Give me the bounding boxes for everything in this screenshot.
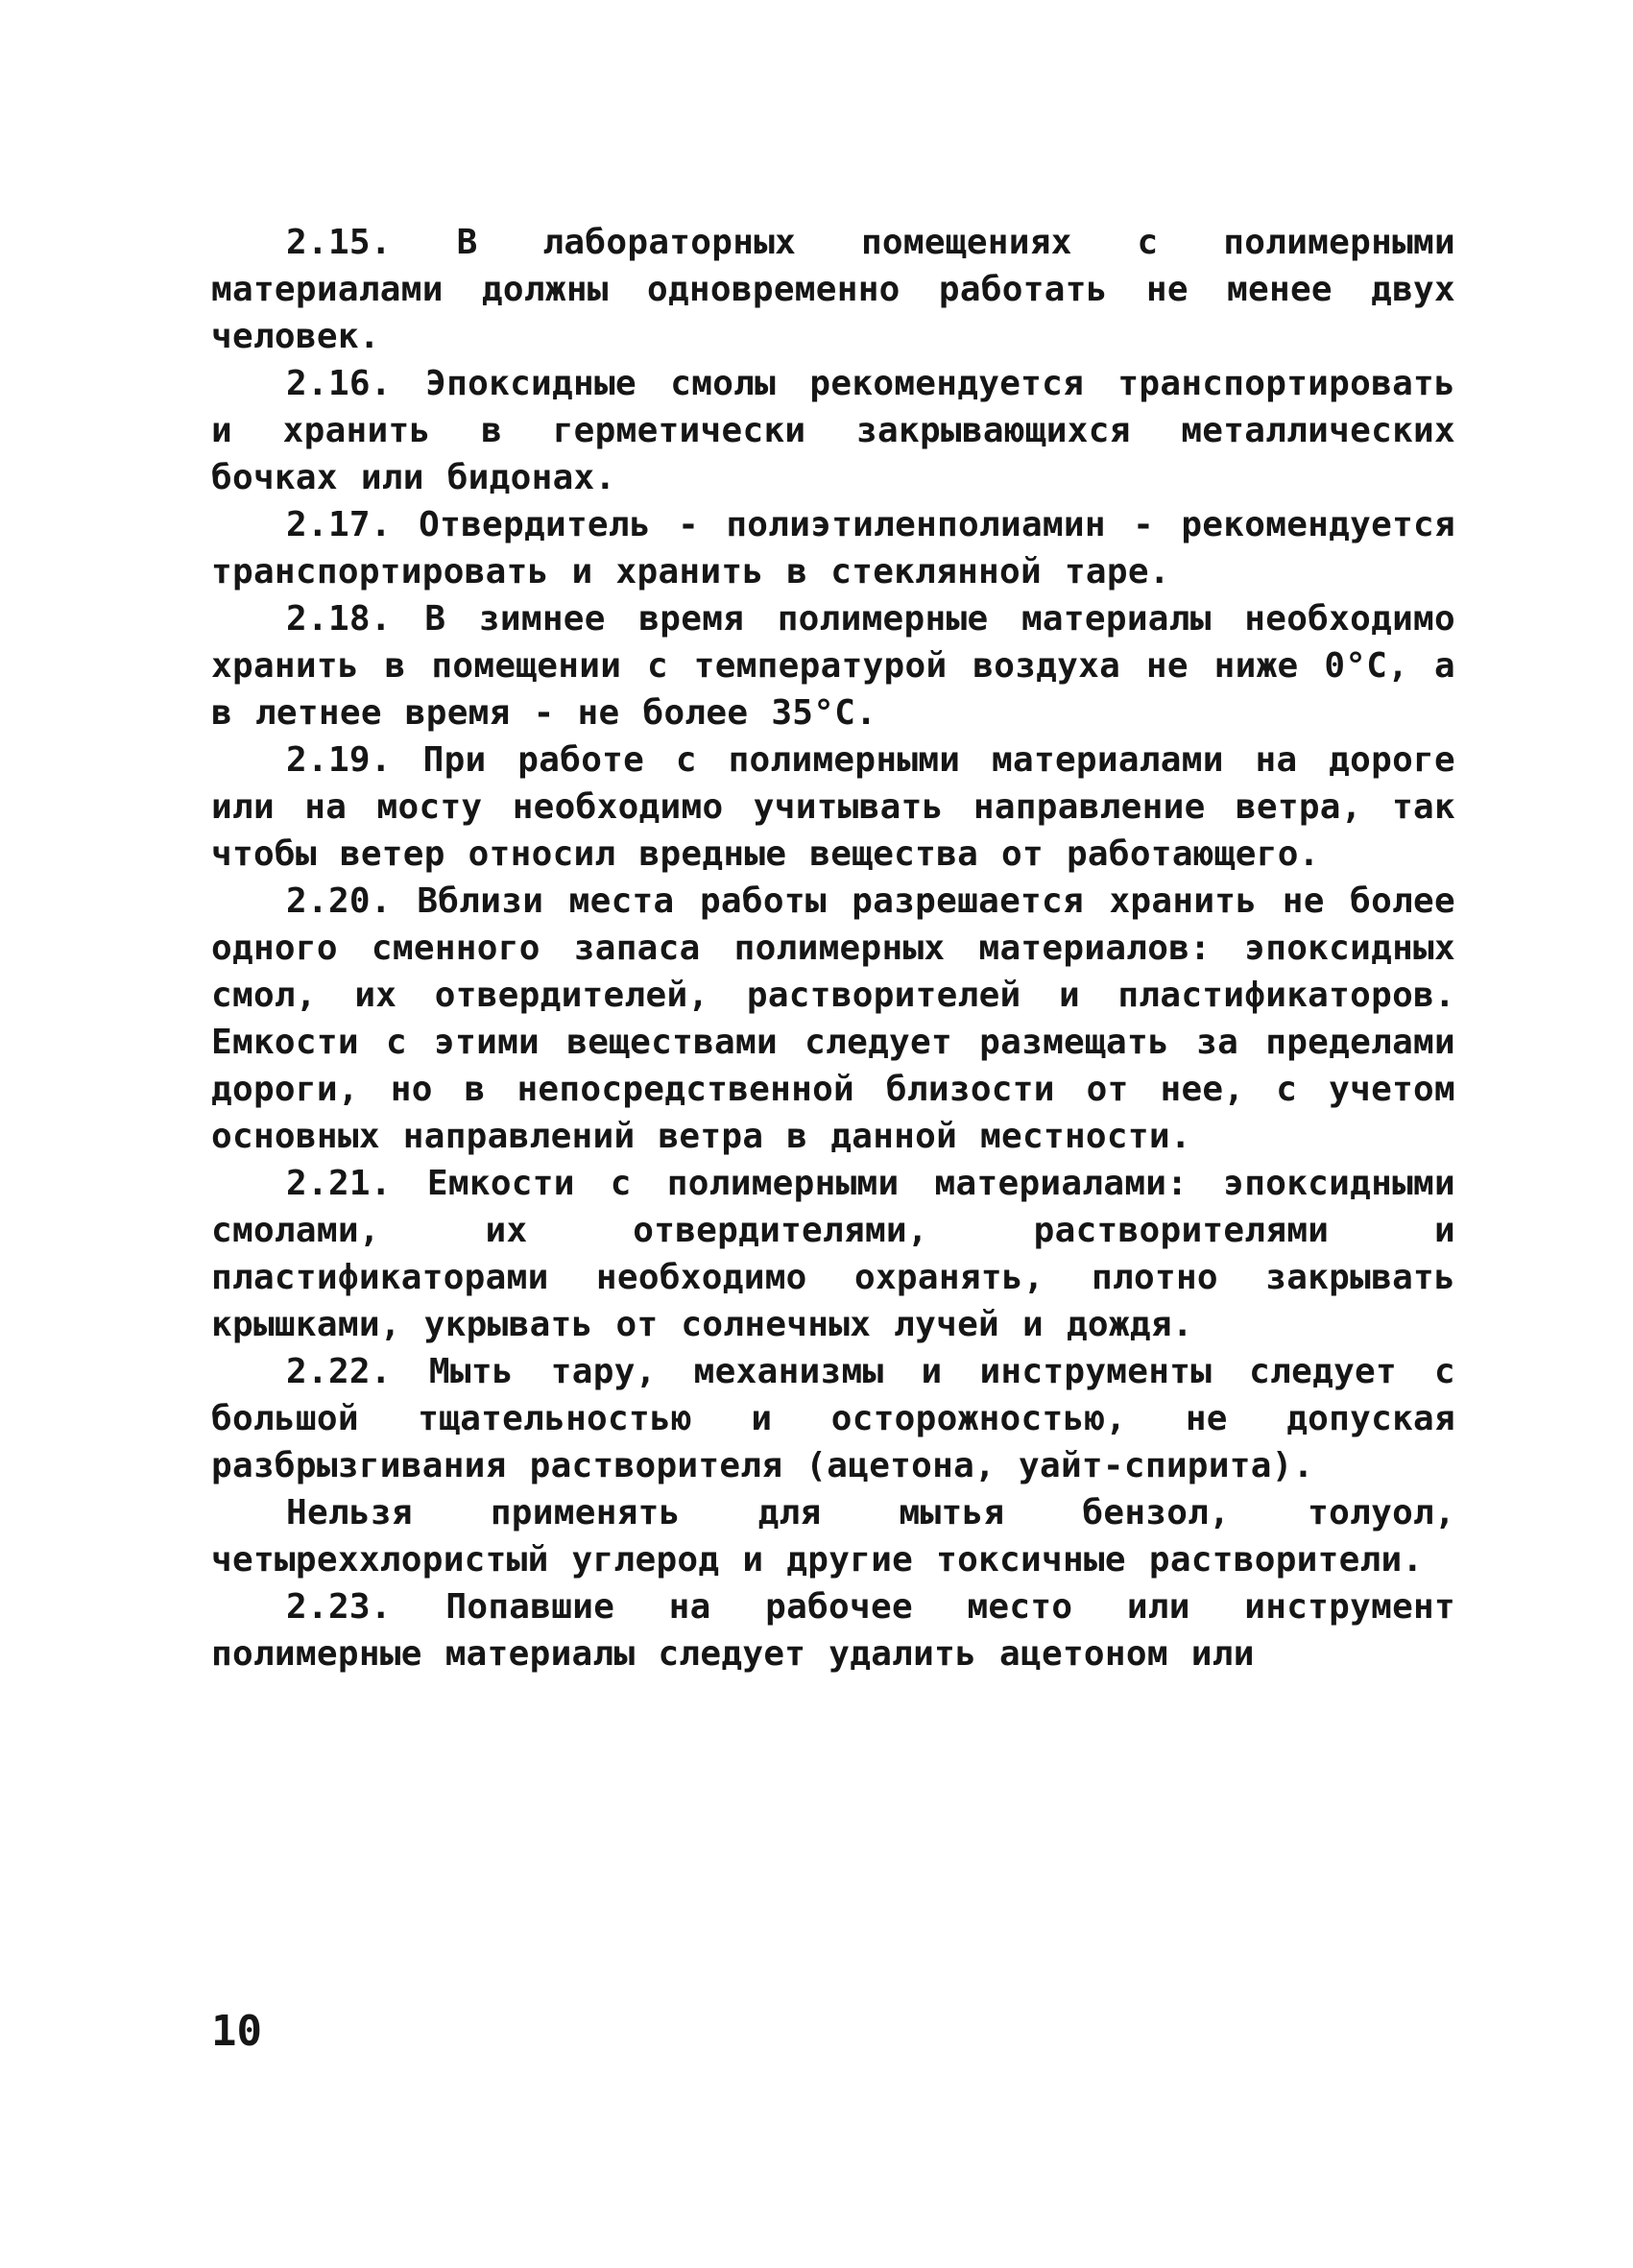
paragraph-2-19: 2.19. При работе с полимерными материалами на дороге или на мосту необходимо учитывать направление ветра, так чтобы ветер относил вредные вещества от работающего. <box>211 740 1455 874</box>
paragraph-2-18: 2.18. В зимнее время полимерные материалы необходимо хранить в помещении с температурой воздуха не ниже 0°С, а в летнее время - не более 35°С. <box>211 599 1455 733</box>
paragraph-2-22-note: Нельзя применять для мытья бензол, толуол, четыреххлористый углерод и другие токсичные растворители. <box>211 1493 1455 1580</box>
paragraph-2-15: 2.15. В лабораторных помещениях с полимерными материалами должны одновременно работать не менее двух человек. <box>211 223 1455 356</box>
paragraph-2-21: 2.21. Емкости с полимерными материалами: эпоксидными смолами, их отвердителями, растворителями и пластификаторами необходимо охранять, плотно закрывать крышками, укрывать от солнечных лучей и дождя. <box>211 1164 1455 1344</box>
paragraph-2-16: 2.16. Эпоксидные смолы рекомендуется транспортировать и хранить в герметически закрывающихся металлических бочках или бидонах. <box>211 364 1455 497</box>
paragraph-2-22: 2.22. Мыть тару, механизмы и инструменты следует с большой тщательностью и осторожностью, не допуская разбрызгивания растворителя (ацетона, уайт-спирита). <box>211 1352 1455 1485</box>
body-text <box>211 219 1455 1677</box>
paragraph-2-20: 2.20. Вблизи места работы разрешается хранить не более одного сменного запаса полимерных материалов: эпоксидных смол, их отвердителей, растворителей и пластификаторов. Емкости с этими веществами следует размещать за пределами дороги, но в непосредственной близости от нее, с учетом основных направлений ветра в данной местности. <box>211 881 1455 1156</box>
paragraph-2-23: 2.23. Попавшие на рабочее место или инструмент полимерные материалы следует удалить ацетоном или <box>211 1587 1455 1674</box>
paragraph-2-17: 2.17. Отвердитель - полиэтиленполиамин - рекомендуется транспортировать и хранить в стеклянной таре. <box>211 505 1455 591</box>
page-number: 10 <box>211 2007 262 2056</box>
